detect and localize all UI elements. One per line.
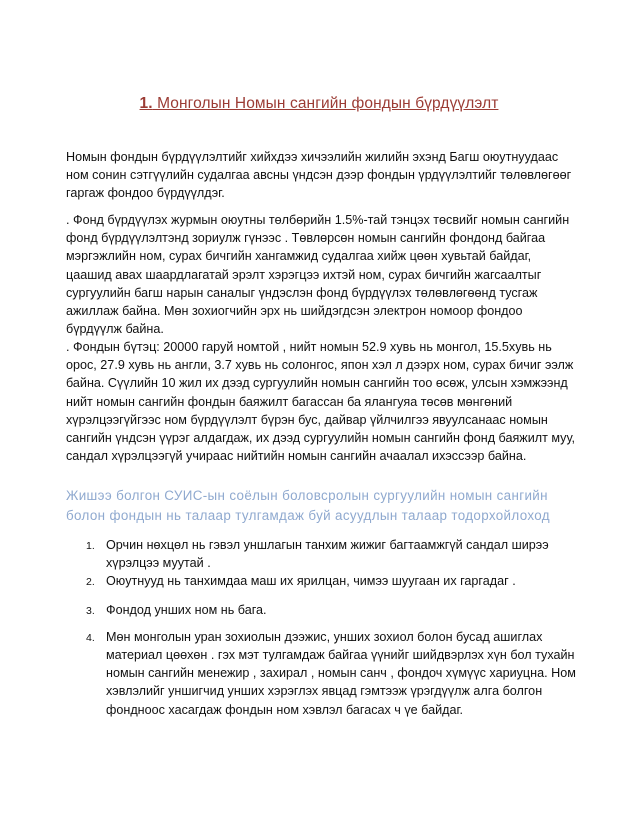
list-item [66, 628, 578, 719]
issues-list [66, 536, 578, 719]
title-text: Монголын Номын сангийн фондын бүрдүүлэлт [152, 95, 499, 112]
list-item-text: Фондод унших ном нь бага. [106, 602, 267, 617]
list-item [66, 536, 578, 572]
paragraph-intro: Номын фондын бүрдүүлэлтийг хийхдээ хичээлийн жилийн эхэнд Багш оюутнуудаас ном сонин сэтгүүлийн судалгаа авсны үндсэн дээр фондын үрдүүлэлтийг төлөвлөгөөг гаргаж фондоо бүрдүүлдэг. [66, 150, 572, 201]
list-item-text: Мөн монголын уран зохиолын дээжис, унших зохиол болон бусад ашиглах материал цөөхөн . гэх мэт тулгамдаж байгаа үүнийг шийдвэрлэх хүн бол тухайн номын сангийн менежир , захирал , номын санч , фондоч хүмүүс хариуцна. Ном хэвлэлийг уншигчид унших хэрэглэх явцад гэмтээж үрэгдүүлж алга болгон фонднoос хасагдаж фондын ном хэвлэл багасах ч үе байдаг. [106, 629, 576, 717]
document-title [0, 95, 638, 113]
paragraph-fund-procedure: . Фонд бүрдүүлэх журмын оюутны төлбөрийн 1.5%-тай тэнцэх төсвийг номын сангийн фонд бүрдүүлэлтэнд зориулж гүнээс . Төвлөрсөн номын сангийн фондонд байгаа мэргэжлийн ном, сурах бичгийн хангамжид судалгаа хийж цөөн хувьтай байдаг, цаашид авах шаардлагатай эрэлт хэрэгцээ ихтэй ном, сурах бичгийн жагсаалтыг сургуулийн багш нарын саналыг үндэслэн фонд бүрдүүлэх төлөвлөгөөнд тусгаж ажиллаж байна. Мөн зохиогчийн эрх нь шийдэгдсэн электрон номоор фондоо бүрдүүлж байна. [66, 213, 570, 337]
section-subheading: Жишээ болгон СУИС-ын соёлын боловсролын сургуулийн номын сангийн болон фондын нь талаар тулгамдаж буй асуудлын талаар тодорхойлоход [66, 488, 550, 523]
list-item [66, 572, 578, 590]
list-item-text: Орчин нөхцөл нь гэвэл уншлагын танхим жижиг багтаамжгүй сандал ширээ хүрэлцээ муутай . [106, 538, 549, 571]
list-item-marker: 1. [86, 540, 95, 552]
paragraph-fund-structure: . Фондын бүтэц: 20000 гаруй номтой , нийт номын 52.9 хувь нь монгол, 15.5хувь нь орос, 27.9 хувь нь англи, 3.7 хувь нь солонгос, япон хэл л дээрх ном, сурах бичиг ээлж байна. Сүүлийн 10 жил их дээд сургуулийн номын сангийн тоо өсөж, улсын хэмжээнд нийт номын сангийн фондын баяжилт багассан ба ялангуяа төсөв мөнгөний хүрэлцээгүйгээс ном бүрдүүлэлт бүрэн бус, дайвар үйлчилгээ явуулсанаас номын сангийн үндсэн үүрэг алдагдаж, их дээд сургуулийн номын сангийн фонд баяжилт муу, сандал хүрэлцээгүй учираас нийтийн номын сангийн ачаалал ихэссээр байна. [66, 340, 576, 464]
list-item-marker: 2. [86, 576, 95, 589]
list-item [66, 601, 578, 619]
list-item-marker: 4. [86, 631, 95, 644]
list-item-marker: 3. [86, 604, 95, 617]
list-item-text: Оюутнууд нь танхимдаа маш их ярилцан, чимээ шуугаан их гаргадаг . [106, 574, 516, 589]
title-number: 1. [139, 95, 153, 112]
